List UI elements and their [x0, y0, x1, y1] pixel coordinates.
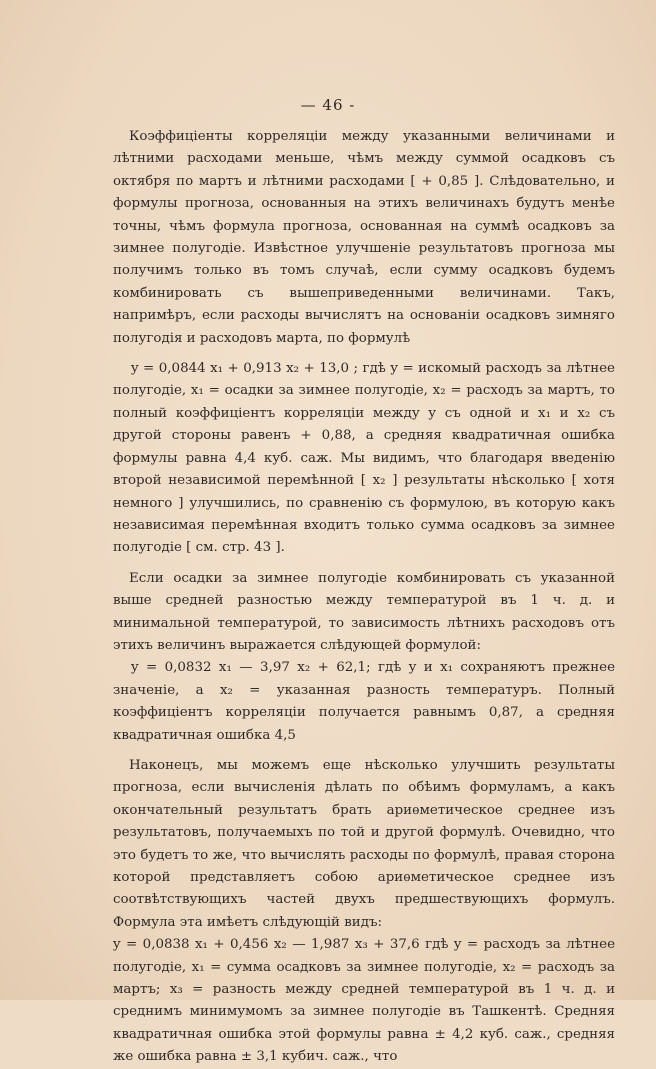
formula-paragraph-2: y = 0,0832 x₁ — 3,97 x₂ + 62,1; гдѣ y и x₁ сохраняютъ прежнее значеніе, а x₂ = указанная разность температуръ. Полный коэффиціентъ корреляціи получается равнымъ 0,87, а средняя квадратичная ошибка 4,5: [113, 660, 615, 743]
formula-paragraph-1: y = 0,0844 x₁ + 0,913 x₂ + 13,0 ; гдѣ y = искомый расходъ за лѣтнее полугодіе, x₁ = осадки за зимнее полугодіе, x₂ = расходъ за мартъ, то полный коэффиціентъ корреляціи между y съ одной и x₁ и x₂ съ другой стороны равенъ + 0,88, а средняя квадратичная ошибка формулы равна 4,4 куб. саж. Мы видимъ, что благодаря введенію второй независимой перемѣнной [ x₂ ] результаты нѣсколько [ хотя немного ] улучшились, по сравненію съ формулою, въ которую какъ независимая перемѣнная входитъ только сумма осадковъ за зимнее полугодіе [ см. стр. 43 ].: [113, 361, 615, 556]
paragraph-2: Если осадки за зимнее полугодіе комбинировать съ указанной выше средней разностью между температурой въ 1 ч. д. и минимальной температурой, то зависимость лѣтнихъ расходовъ отъ этихъ величинъ выражается слѣдующей формулой:: [113, 570, 615, 653]
paragraph-1: Коэффиціенты корреляціи между указанными величинами и лѣтними расходами меньше, чѣмъ между суммой осадковъ съ октября по мартъ и лѣтними расходами [ + 0,85 ]. Слѣдовательно, и формулы прогноза, основанныя на этихъ величинахъ будутъ менѣе точны, чѣмъ формула прогноза, основанная на суммѣ осадковъ за зимнее полугодіе. Извѣстное улучшеніе результатовъ прогноза мы получимъ только въ томъ случаѣ, если сумму осадковъ будемъ комбинировать съ вышеприведенными величинами. Такъ, напримѣръ, если расходы вычислятъ на основаніи осадковъ зимняго полугодія и расходовъ марта, по формулѣ: [113, 129, 615, 346]
paragraph-3: Наконецъ, мы можемъ еще нѣсколько улучшить результаты прогноза, если вычисленія дѣлать по обѣимъ формуламъ, а какъ окончательный результатъ брать ариѳметическое среднее изъ результатовъ, получаемыхъ по той и другой формулѣ. Очевидно, что это будетъ то же, что вычислять расходы по формулѣ, правая сторона которой представляетъ собою ариѳметическое среднее изъ соотвѣтствующихъ частей двухъ предшествующихъ формулъ. Формула эта имѣетъ слѣдующій видъ:: [113, 757, 615, 930]
body-text: [113, 126, 615, 1069]
page-number: — 46 -: [300, 96, 356, 114]
formula-paragraph-3: y = 0,0838 x₁ + 0,456 x₂ — 1,987 x₃ + 37,6 гдѣ y = расходъ за лѣтнее полугодіе, x₁ = сумма осадковъ за зимнее полугодіе, x₂ = расходъ за мартъ; x₃ = разность между средней температурой въ 1 ч. д. и среднимъ минимумомъ за зимнее полугодіе въ Ташкентѣ. Средняя квадратичная ошибка этой формулы равна ± 4,2 куб. саж., средняя же ошибка равна ± 3,1 кубич. саж., что: [113, 937, 615, 1065]
